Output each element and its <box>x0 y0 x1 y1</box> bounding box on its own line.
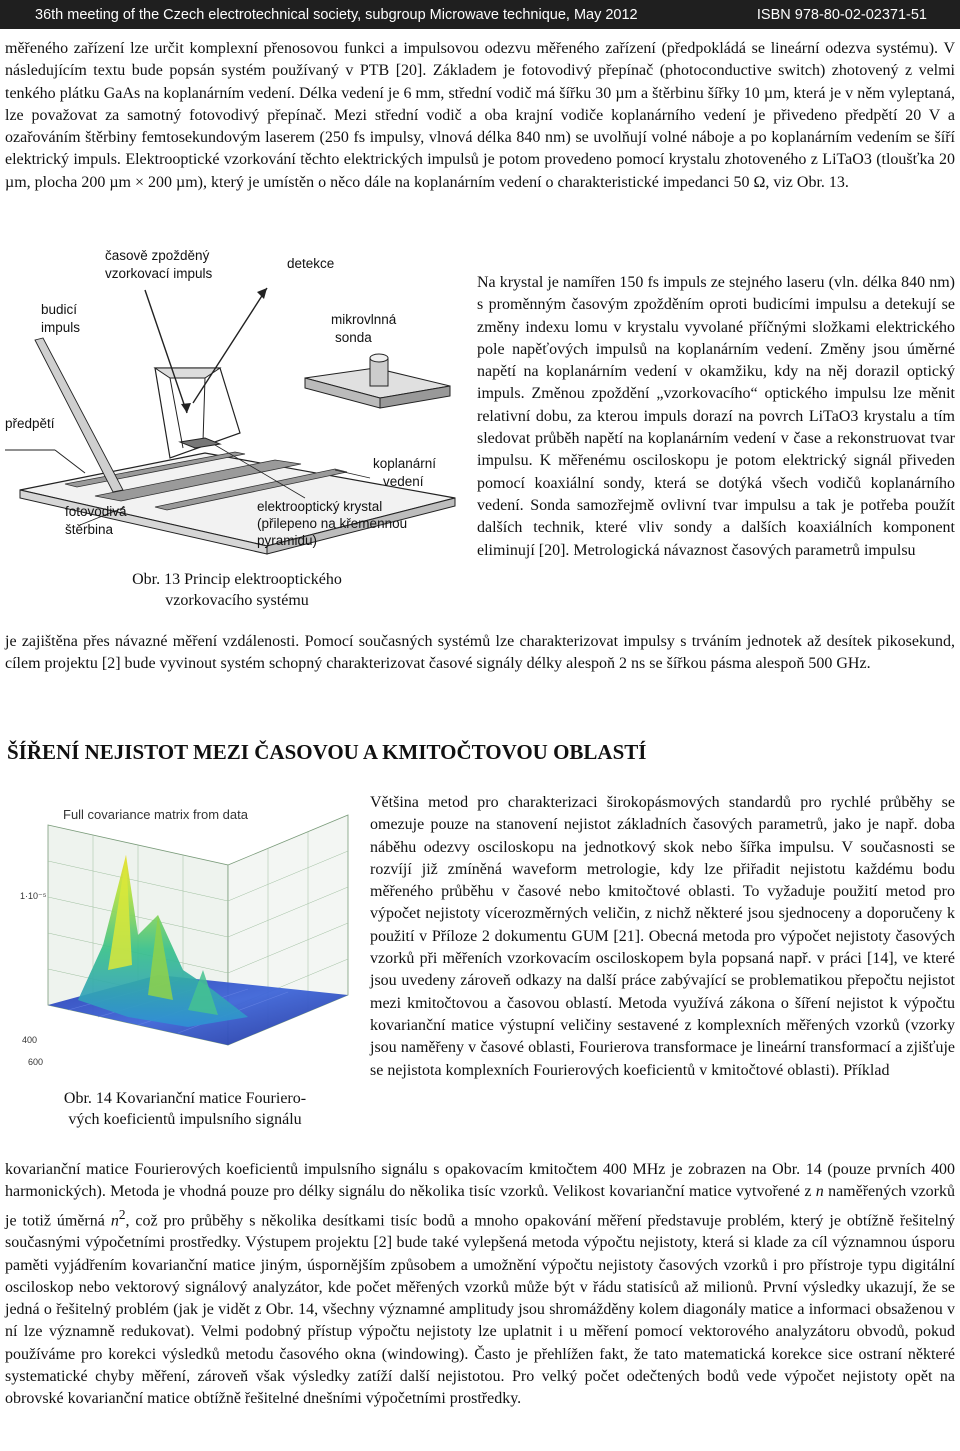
fig14-tick-2: 400 <box>22 1035 38 1045</box>
paragraph-covariance-part-1: kovarianční matice Fourierových koeficientů impulsního signálu s opakovacím kmitočtem 400 MHz je zobrazen na Obr. 14 (pouze prvních 400 harmonických). Metoda je vhodná pouze pro délky signálu do několika tisíc vzorků. Velikost kovarianční matice vytvořené z <box>5 1161 955 1201</box>
fig13-label-excitation-1: budicí <box>41 302 78 317</box>
variable-n-squared: n <box>110 1211 119 1229</box>
fig14-tick-1: 1·10⁻⁵ <box>20 891 47 901</box>
page-header <box>0 0 960 29</box>
fig13-label-probe-2: sonda <box>335 330 372 345</box>
variable-n: n <box>815 1183 824 1201</box>
header-isbn: ISBN 978-80-02-02371-51 <box>756 6 927 23</box>
fig13-label-delayed-2: vzorkovací impuls <box>105 266 213 281</box>
fig13-label-delayed-1: časově zpožděný <box>105 248 210 263</box>
paragraph-covariance <box>5 1159 955 1411</box>
fig14-tick-3: 600 <box>28 1057 44 1067</box>
figure-14-covariance-surface <box>8 795 360 1085</box>
fig13-label-detection: detekce <box>287 256 335 271</box>
fig13-label-line-2: vedení <box>383 474 424 489</box>
fig13-label-excitation-2: impuls <box>41 320 81 335</box>
paragraph-crystal-sampling: Na krystal je namířen 150 fs impuls ze stejného laseru (vln. délka 840 nm) s proměnným časovým zpožděním oproti budicími impulsu a detekují se změny indexu lomu v krystalu vyvolané příčnými složkami elektrického pole napěťových impulsů na koplanárním vedení. Změny jsou úměrné napětí na koplanárním vedení v okamžiku, kdy na něj dorazil optický impuls. Změnou zpoždění „vzorkovacího“ optického impulsu lze měnit relativní dobu, za kterou impuls dorazí na povrch LiTaO3 krystalu a tím sledovat průběh napětí na koplanárním vedení v čase a rekonstruovat tvar impulsu. K měřenému osciloskopu je potom elektrický signál přiveden pomocí koaxiální sondy, která se dotýká všech vodičů koplanárního vedení. Sonda samozřejmě ovlivní tvar impulsu a tak je potřeba použít dalších technik, které vliv sondy a dalších koaxiálních komponent eliminují [20]. Metrologická návaznost časových parametrů impulsu <box>477 274 955 559</box>
fig13-label-crystal-3: pyramidu) <box>257 533 318 548</box>
paragraph-uncertainty-methods: Většina metod pro charakterizaci širokopásmových standardů pro rychlé průběhy se omezuje pouze na stanovení nejistot základních časových parametrů, jako je např. doba náběhu odezvy osciloskopu na jednotkový skok nebo šířka impulsu. V současnosti se rozvíjí již zmíněná waveform metrologie, kdy lze přiřadit nejistotu každému bodu měřeného průběhu v časové nebo kmitočtové oblasti. To vyžaduje použití metod pro výpočet nejistoty vícerozměrných veličin, z nichž některé jsou sjednoceny a doporučeny k použití v Příloze 2 dokumentu GUM [21]. Obecná metoda pro výpočet nejistoty časových vzorků při měřeních vzorkovacím osciloskopem byla popsaná např. v práci [14], ve které jsou uvedeny zároveň odkazy na další práce zabývající se problematikou přepočtu nejistot mezi kmitočtovou a časovou oblastí. Metoda využívá zákona o šíření nejistot k výpočtu kovarianční matice výstupní veličiny sestavené z komplexních měřených vzorků (vzorky jsou naměřeny v časové oblasti, Fourierova transformace je lineární transformací a zjišťuje se nejistota komplexních Fourierových koeficientů v kmitočtové oblasti). Příklad <box>370 794 955 1079</box>
fig13-label-bias: předpětí <box>5 416 55 431</box>
header-conference: 36th meeting of the Czech electrotechnical society, subgroup Microwave technique, May 2012 <box>35 6 638 23</box>
fig14-title: Full covariance matrix from data <box>63 807 248 822</box>
fig13-label-gap-2: štěrbina <box>65 522 114 537</box>
fig13-label-crystal-1: elektrooptický krystal <box>257 499 383 514</box>
fig13-label-crystal-2: (přilepeno na křemennou <box>257 516 408 531</box>
fig13-label-probe-1: mikrovlnná <box>331 312 397 327</box>
figure-14-caption-line-1: Obr. 14 Kovarianční matice Fouriero- <box>63 1090 307 1107</box>
figure-14-caption-line-2: vých koeficientů impulsního signálu <box>68 1111 302 1128</box>
paragraph-covariance-part-2: naměřených vzorků je totiž úměrná <box>5 1183 956 1229</box>
paragraph-traceability: je zajištěna přes návazné měření vzdálenosti. Pomocí současných systémů lze charakterizovat impulsy s trváním jednotek až desítek pikosekund, cílem projektu [2] bude vyvinout systém schopný charakterizovat časové signály délky alespoň 2 ns se šířkou pásma alespoň 500 GHz. <box>5 633 955 673</box>
figure-13-caption-line-2: vzorkovacího systému <box>165 592 309 609</box>
figure-13-caption <box>72 569 402 611</box>
figure-13-caption-line-1: Obr. 13 Princip elektrooptického <box>132 571 342 588</box>
fig13-label-gap-1: fotovodivá <box>65 504 127 519</box>
paragraph-intro: měřeného zařízení lze určit komplexní přenosovou funkci a impulsovou odezvu měřeného zařízení (předpokládá se lineární odezva systému). V následujícím textu bude popsán systém používaný v PTB [20]. Základem je fotovodivý přepínač (photoconductive switch) zhotovený z velmi tenkého plátku GaAs na koplanárním vedení. Délka vedení je 6 mm, střední vodič má šířku 30 µm a štěrbinu šířky 10 µm, která je v něm vyleptaná, lze považovat za samotný fotovodivý přepínač. Mezi střední vodič a oba krajní vodiče koplanárního vedení je přivedeno předpětí 20 V a ozařováním štěrbiny femtosekundovým laserem (250 fs impulsy, vlnová délka 840 nm) se uvolňují volné náboje a po koplanárním vedením se šíří elektrický impuls. Elektrooptické vzorkování těchto elektrických impulsů je potom provedeno pomocí krystalu zhotoveného z LiTaO3 (tloušťka 20 µm, plocha 200 µm × 200 µm), který je umístěn o něco dále na koplanárním vedení o charakteristické impedanci 50 Ω, viz Obr. 13. <box>5 40 955 191</box>
section-heading: ŠÍŘENÍ NEJISTOT MEZI ČASOVOU A KMITOČTOVOU OBLASTÍ <box>7 740 647 764</box>
figure-14-caption <box>5 1088 365 1130</box>
exponent: 2 <box>118 1206 126 1222</box>
paragraph-covariance-part-3: , což pro průběhy s několika desítkami tisíc bodů a mnoho opakování měření představuje problém, který je obtížně řešitelný současnými výpočetními prostředky. Výstupem projektu [2] bude také vylepšená metoda výpočtu nejistoty, která si klade za cíl významnou úsporu paměti vyjádřením kovarianční matice jiným, úspornějším způsobem a umožnění výpočtu nejistoty časových vzorků i pro přístroje typu digitální osciloskop nebo vektorový signálový analyzátor, kde počet měřených vzorků může být v řádu statisíců až milionů. První výsledky ukazují, že se jedná o řešitelný problém (jak je vidět z Obr. 14, všechny významné amplitudy jsou shromážděny kolem diagonály matice a informaci obsaženou v ní lze významně redukovat). Velmi podobný přístup výpočtu nejistoty lze uplatnit i u měření pomocí vektorového analyzátoru obvodů, pokud používáme pro korekci výsledků metodu časového okna (windowing). Často je přehlížen fakt, že tato matematická korekce sice ostraní některé systematické chyby měření, zároveň však výsledky zatíží další nejistotou. Pro velký počet odečtených bodů vede výpočet nejistoty opět na obrovské kovarianční matice obtížně řešitelné dnešními výpočetními prostředky. <box>5 1211 955 1408</box>
figure-13-eo-sampling-diagram <box>5 228 465 568</box>
fig13-label-line-1: koplanární <box>373 456 437 471</box>
